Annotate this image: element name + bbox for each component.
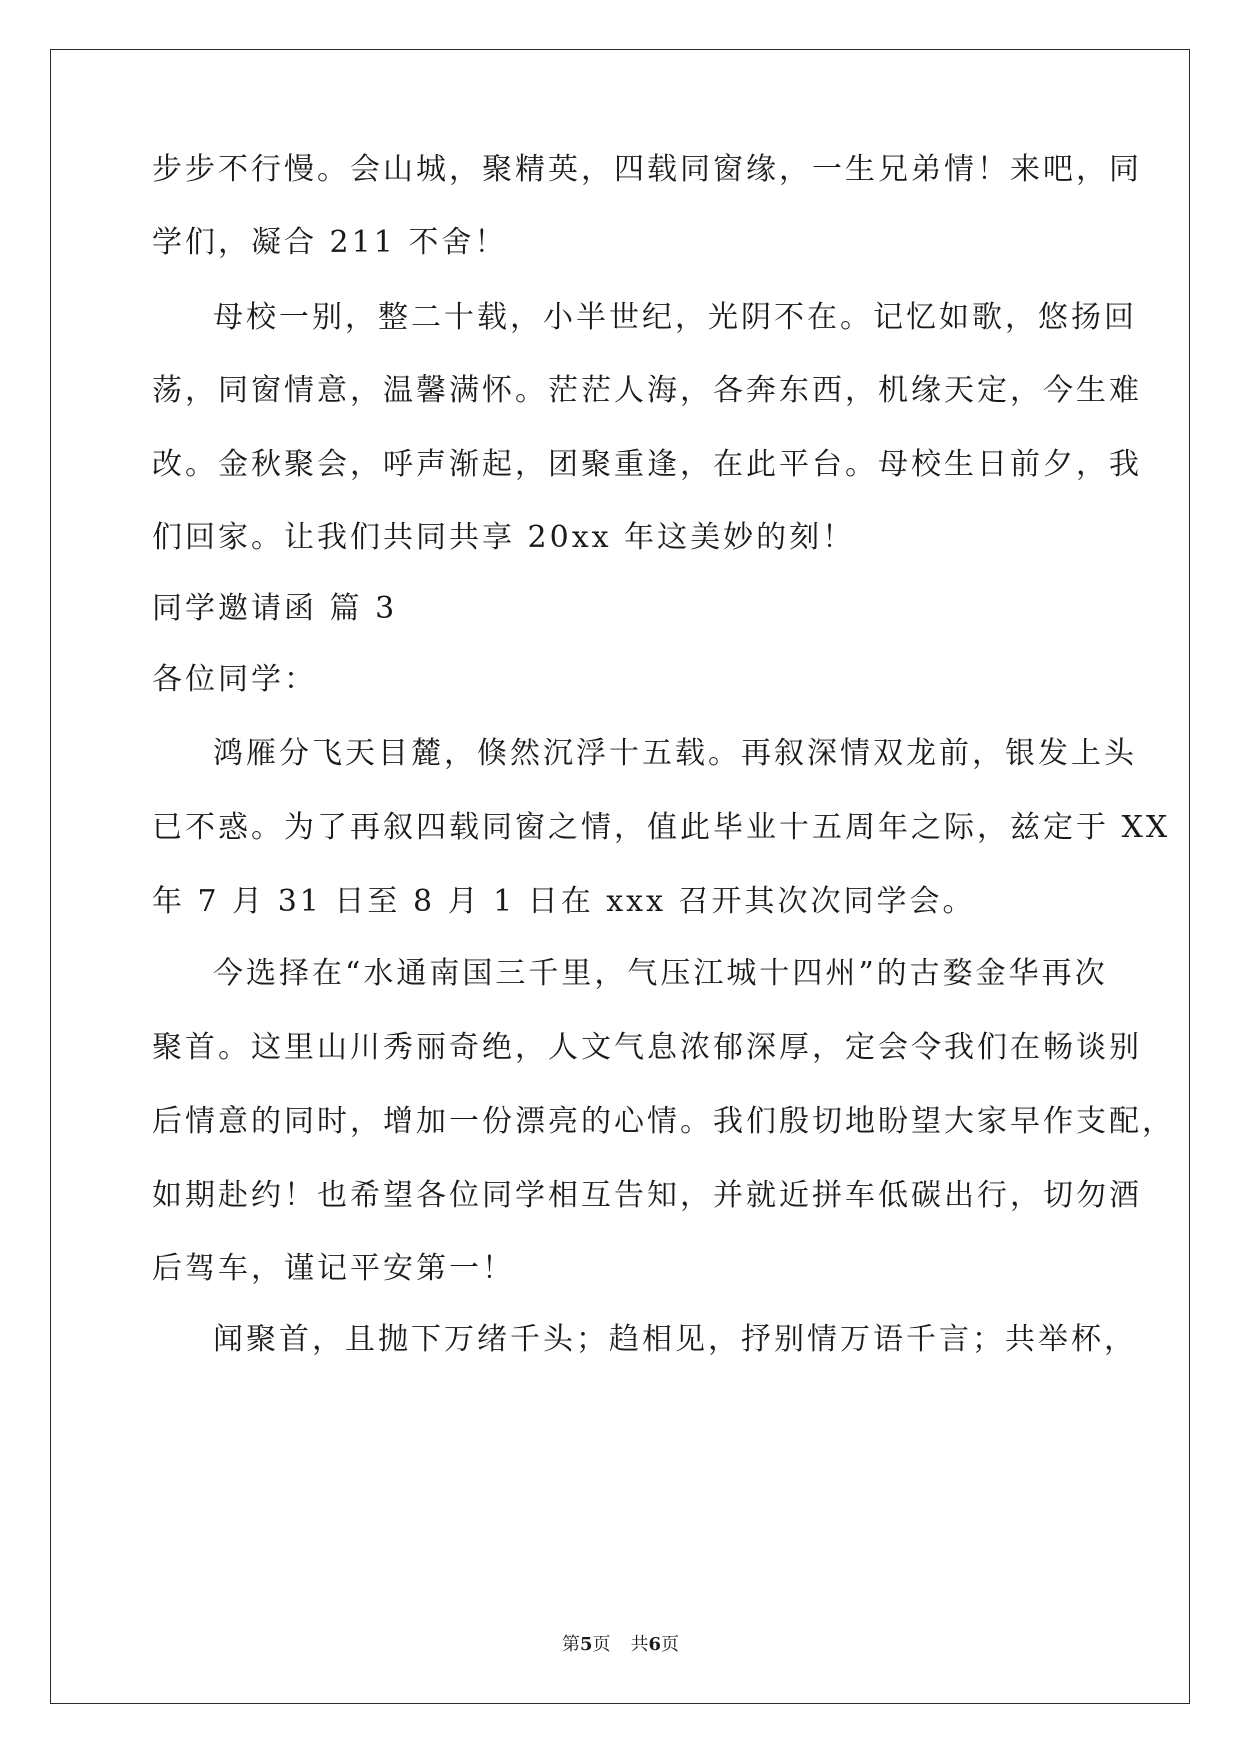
page-label-suffix: 页 — [592, 1634, 611, 1655]
text-line: 已不惑。为了再叙四载同窗之情，值此毕业十五周年之际，兹定于 XX — [152, 810, 1171, 845]
text-line: 荡，同窗情意，温馨满怀。茫茫人海，各奔东西，机缘天定，今生难 — [152, 373, 1142, 408]
text-line: 步步不行慢。会山城，聚精英，四载同窗缘，一生兄弟情！来吧，同 — [152, 152, 1142, 187]
text-line: 们回家。让我们共同共享 20xx 年这美妙的刻！ — [152, 520, 856, 555]
paragraph-first-line: 闻聚首，且抛下万绪千头；趋相见，抒别情万语千言；共举杯， — [213, 1322, 1137, 1357]
page-label-prefix: 第 — [561, 1634, 580, 1655]
total-page-count: 6 — [648, 1634, 662, 1655]
text-line: 聚首。这里山川秀丽奇绝，人文气息浓郁深厚，定会令我们在畅谈别 — [152, 1030, 1142, 1065]
section-heading: 同学邀请函 篇 3 — [152, 591, 398, 626]
text-line: 后驾车，谨记平安第一！ — [152, 1251, 515, 1286]
salutation: 各位同学： — [152, 662, 317, 697]
text-line: 后情意的同时，增加一份漂亮的心情。我们殷切地盼望大家早作支配， — [152, 1104, 1175, 1139]
text-line: 如期赴约！也希望各位同学相互告知，并就近拼车低碳出行，切勿酒 — [152, 1178, 1142, 1213]
text-line: 改。金秋聚会，呼声渐起，团聚重逢，在此平台。母校生日前夕，我 — [152, 447, 1142, 482]
total-label-suffix: 页 — [661, 1634, 680, 1655]
paragraph-first-line: 今选择在“水通南国三千里，气压江城十四州”的古婺金华再次 — [213, 956, 1108, 991]
page-footer — [0, 1630, 1241, 1656]
current-page-number: 5 — [579, 1634, 593, 1655]
text-line: 年 7 月 31 日至 8 月 1 日在 xxx 召开其次次同学会。 — [152, 884, 976, 919]
total-label-prefix: 共 — [630, 1634, 649, 1655]
text-line: 学们，凝合 211 不舍！ — [152, 225, 508, 260]
paragraph-first-line: 母校一别，整二十载，小半世纪，光阴不在。记忆如歌，悠扬回 — [213, 300, 1137, 335]
paragraph-first-line: 鸿雁分飞天目麓，倏然沉浮十五载。再叙深情双龙前，银发上头 — [213, 736, 1137, 771]
